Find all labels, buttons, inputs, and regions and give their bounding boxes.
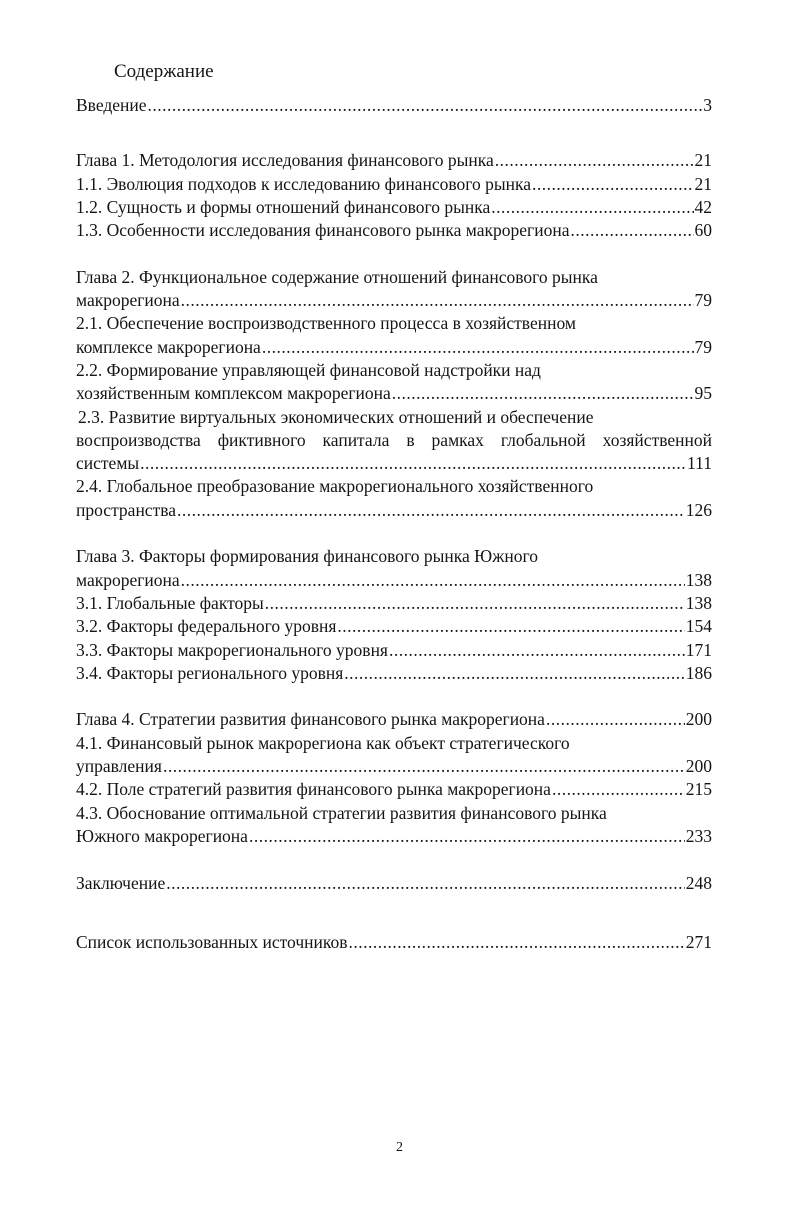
- toc-leader-dots: [177, 499, 685, 522]
- toc-entry-title: 3.3. Факторы макрорегионального уровня: [76, 639, 388, 660]
- toc-entry-title: 4.2. Поле стратегий развития финансового рынка макрорегиона: [76, 779, 551, 800]
- toc-leader-dots: [181, 569, 685, 592]
- toc-entry-page: 138: [685, 569, 712, 590]
- toc-entry-page: 271: [685, 931, 712, 952]
- toc-entry-title: Введение: [76, 95, 147, 115]
- toc-entry-page: 215: [685, 779, 712, 800]
- toc-leader-dots: [148, 94, 703, 117]
- toc-entry-page: 186: [685, 662, 712, 683]
- toc-entry-introduction[interactable]: [76, 94, 712, 117]
- toc-leader-dots: [570, 219, 693, 242]
- toc-entry-title: 1.1. Эволюция подходов к исследованию финансового рынка: [76, 173, 531, 194]
- toc-entry-section-3-2[interactable]: [76, 615, 712, 638]
- toc-entry-title: 3.1. Глобальные факторы: [76, 592, 264, 613]
- toc-entry-title: 3.4. Факторы регионального уровня: [76, 662, 344, 683]
- table-of-contents: [76, 94, 712, 954]
- toc-entry-title: управления: [76, 756, 162, 777]
- toc-leader-dots: [491, 196, 693, 219]
- toc-entry-section-1-2[interactable]: [76, 196, 712, 219]
- toc-entry-section-2-2[interactable]: [76, 359, 712, 406]
- toc-leader-dots: [265, 592, 685, 615]
- toc-entry-title-line: Глава 2. Функциональное содержание отношений финансового рынка: [76, 266, 598, 287]
- toc-entry-title: Заключение: [76, 872, 166, 893]
- toc-entry-page: 21: [694, 173, 712, 194]
- toc-entry-page: 21: [694, 150, 712, 171]
- toc-leader-dots: [337, 615, 684, 638]
- toc-entry-section-4-3[interactable]: [76, 802, 712, 849]
- toc-entry-chapter-1[interactable]: [76, 149, 712, 172]
- toc-leader-dots: [392, 382, 694, 405]
- toc-entry-title: макрорегиона: [76, 290, 180, 311]
- toc-entry-title-line: 2.1. Обеспечение воспроизводственного процесса в хозяйственном: [76, 313, 576, 334]
- toc-entry-page: 233: [685, 825, 712, 846]
- toc-entry-section-1-3[interactable]: [76, 219, 712, 242]
- toc-entry-title: хозяйственным комплексом макрорегиона: [76, 383, 391, 404]
- toc-heading: Содержание: [114, 61, 214, 82]
- toc-entry-title-line: 4.3. Обоснование оптимальной стратегии развития финансового рынка: [76, 802, 607, 823]
- toc-leader-dots: [181, 289, 694, 312]
- toc-entry-title: Глава 1. Методология исследования финансового рынка: [76, 150, 494, 171]
- toc-entry-title-line: воспроизводства фиктивного капитала в рамках глобальной хозяйственной: [76, 429, 712, 450]
- toc-entry-page: 126: [685, 499, 712, 520]
- toc-entry-section-4-1[interactable]: [76, 732, 712, 779]
- toc-entry-title-line: 2.3. Развитие виртуальных экономических отношений и обеспечение: [78, 406, 594, 427]
- toc-entry-page: 200: [685, 709, 712, 730]
- toc-leader-dots: [532, 173, 694, 196]
- toc-entry-page: 171: [685, 639, 712, 660]
- toc-entry-title: макрорегиона: [76, 569, 180, 590]
- toc-leader-dots: [546, 708, 685, 731]
- toc-entry-title: Глава 4. Стратегии развития финансового рынка макрорегиона: [76, 709, 545, 730]
- toc-entry-title-line: 2.2. Формирование управляющей финансовой надстройки над: [76, 359, 541, 380]
- toc-leader-dots: [344, 662, 684, 685]
- toc-entry-page: 3: [703, 95, 712, 115]
- toc-entry-section-2-1[interactable]: [76, 312, 712, 359]
- toc-entry-page: 138: [685, 592, 712, 613]
- toc-entry-section-4-2[interactable]: [76, 778, 712, 801]
- toc-leader-dots: [249, 825, 685, 848]
- page-number: 2: [396, 1140, 403, 1155]
- toc-entry-page: 79: [694, 336, 712, 357]
- toc-entry-conclusion[interactable]: [76, 872, 712, 895]
- toc-entry-page: 79: [694, 290, 712, 311]
- toc-leader-dots: [163, 755, 685, 778]
- toc-leader-dots: [140, 452, 686, 475]
- toc-entry-title: 1.2. Сущность и формы отношений финансового рынка: [76, 196, 491, 217]
- toc-entry-page: 95: [694, 383, 712, 404]
- toc-leader-dots: [262, 336, 694, 359]
- toc-entry-title: Список использованных источников: [76, 931, 348, 952]
- toc-entry-title-line: Глава 3. Факторы формирования финансового рынка Южного: [76, 546, 538, 567]
- toc-entry-page: 154: [685, 616, 712, 637]
- toc-entry-title-line: 2.4. Глобальное преобразование макрорегионального хозяйственного: [76, 476, 594, 497]
- toc-leader-dots: [389, 639, 685, 662]
- toc-leader-dots: [495, 149, 694, 172]
- toc-entry-title: комплексе макрорегиона: [76, 336, 261, 357]
- toc-entry-title: 3.2. Факторы федерального уровня: [76, 616, 337, 637]
- toc-entry-section-2-3[interactable]: [76, 406, 712, 476]
- toc-entry-page: 60: [694, 220, 712, 241]
- toc-entry-page: 111: [687, 453, 712, 474]
- toc-leader-dots: [166, 872, 685, 895]
- toc-entry-title: пространства: [76, 499, 177, 520]
- toc-entry-title: 1.3. Особенности исследования финансового рынка макрорегиона: [76, 220, 570, 241]
- toc-entry-sources[interactable]: [76, 931, 712, 954]
- toc-leader-dots: [349, 931, 685, 954]
- toc-entry-title: системы: [76, 453, 140, 474]
- toc-entry-chapter-4[interactable]: [76, 708, 712, 731]
- toc-entry-section-3-3[interactable]: [76, 639, 712, 662]
- toc-leader-dots: [552, 778, 685, 801]
- toc-entry-section-1-1[interactable]: [76, 173, 712, 196]
- toc-entry-section-3-1[interactable]: [76, 592, 712, 615]
- toc-entry-title: Южного макрорегиона: [76, 825, 248, 846]
- toc-entry-chapter-2[interactable]: [76, 266, 712, 313]
- toc-entry-page: 42: [694, 196, 712, 217]
- toc-entry-title-line: 4.1. Финансовый рынок макрорегиона как объект стратегического: [76, 732, 570, 753]
- toc-entry-section-2-4[interactable]: [76, 475, 712, 522]
- toc-entry-page: 248: [685, 872, 712, 893]
- toc-entry-chapter-3[interactable]: [76, 545, 712, 592]
- toc-entry-section-3-4[interactable]: [76, 662, 712, 685]
- toc-entry-page: 200: [685, 756, 712, 777]
